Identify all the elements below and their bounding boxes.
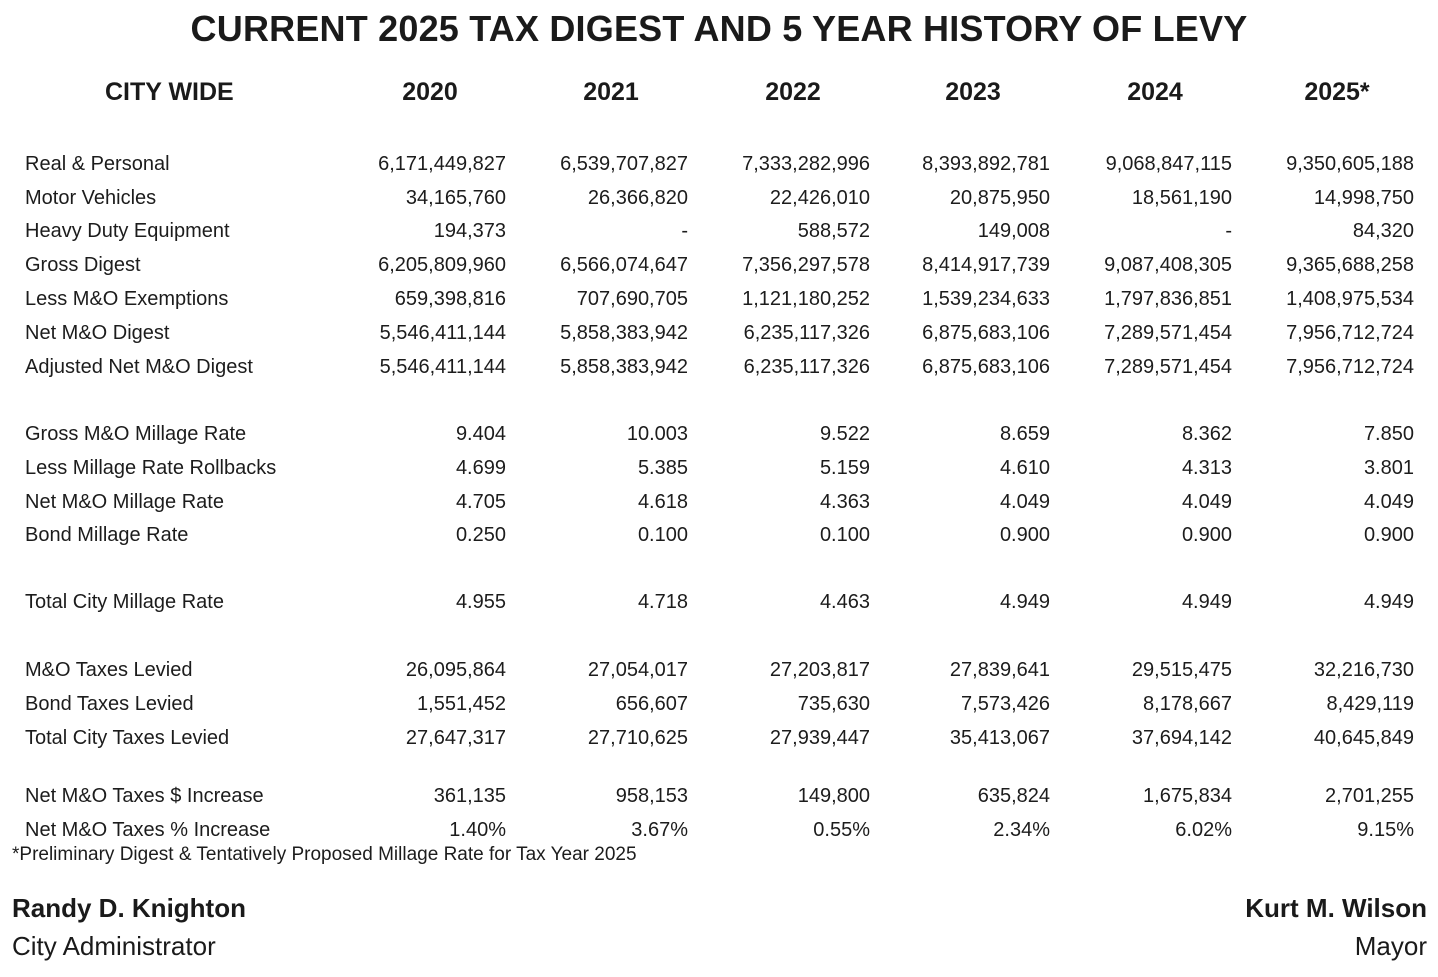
table-cell: 0.900 bbox=[1363, 524, 1414, 546]
table-cell: 32,216,730 bbox=[1313, 659, 1414, 681]
row-label: M&O Taxes Levied bbox=[25, 659, 193, 681]
table-cell: 361,135 bbox=[433, 785, 506, 807]
table-row bbox=[0, 725, 1438, 751]
row-label: Net M&O Millage Rate bbox=[25, 491, 224, 513]
table-cell: 18,561,190 bbox=[1131, 187, 1232, 209]
table-cell: 27,839,641 bbox=[949, 659, 1050, 681]
row-label: Total City Millage Rate bbox=[25, 591, 224, 613]
table-cell: 4.363 bbox=[819, 491, 870, 513]
table-cell: 2.34% bbox=[993, 819, 1050, 841]
table-row bbox=[0, 218, 1438, 244]
table-cell: 1,408,975,534 bbox=[1286, 288, 1414, 310]
table-cell: 656,607 bbox=[615, 693, 688, 715]
table-row bbox=[0, 286, 1438, 312]
table-cell: 9,068,847,115 bbox=[1105, 153, 1232, 175]
table-cell: 5,546,411,144 bbox=[379, 356, 506, 378]
row-label: Net M&O Taxes $ Increase bbox=[25, 785, 264, 807]
table-cell: 588,572 bbox=[797, 220, 870, 242]
signature-left-title: City Administrator bbox=[12, 931, 216, 961]
row-label: Bond Taxes Levied bbox=[25, 693, 194, 715]
row-label: Total City Taxes Levied bbox=[25, 727, 230, 749]
table-cell: 6,235,117,326 bbox=[743, 356, 870, 378]
year-header: 2021 bbox=[583, 78, 639, 106]
table-row bbox=[0, 151, 1438, 177]
signature-right-title: Mayor bbox=[1354, 931, 1427, 961]
table-cell: 1,675,834 bbox=[1143, 785, 1232, 807]
table-cell: 4.949 bbox=[999, 591, 1050, 613]
page-title: CURRENT 2025 TAX DIGEST AND 5 YEAR HISTORY OF LEVY bbox=[190, 8, 1248, 49]
table-cell: 4.618 bbox=[637, 491, 688, 513]
table-cell: 5,858,383,942 bbox=[560, 322, 688, 344]
year-header: 2020 bbox=[402, 78, 458, 106]
table-header bbox=[0, 78, 1438, 110]
table-cell: 37,694,142 bbox=[1131, 727, 1232, 749]
table-cell: 27,054,017 bbox=[587, 659, 688, 681]
table-cell: 6,171,449,827 bbox=[378, 153, 506, 175]
table-cell: 6,875,683,106 bbox=[922, 322, 1050, 344]
table-cell: 34,165,760 bbox=[405, 187, 506, 209]
row-label: Adjusted Net M&O Digest bbox=[25, 356, 253, 378]
signature-left-name: Randy D. Knighton bbox=[12, 893, 246, 923]
table-cell: 735,630 bbox=[797, 693, 870, 715]
table-cell: 9.15% bbox=[1357, 819, 1414, 841]
row-label: Real & Personal bbox=[25, 153, 170, 175]
year-header: 2025* bbox=[1304, 78, 1370, 106]
table-cell: 6,566,074,647 bbox=[560, 254, 688, 276]
table-row bbox=[0, 185, 1438, 211]
row-label: Heavy Duty Equipment bbox=[25, 220, 230, 242]
table-cell: 0.100 bbox=[819, 524, 870, 546]
table-cell: 22,426,010 bbox=[769, 187, 870, 209]
table-cell: 27,939,447 bbox=[769, 727, 870, 749]
table-cell: 0.55% bbox=[813, 819, 870, 841]
table-cell: 6,875,683,106 bbox=[922, 356, 1050, 378]
table-cell: 7,333,282,996 bbox=[742, 153, 870, 175]
table-cell: 26,366,820 bbox=[587, 187, 688, 209]
table-cell: 10.003 bbox=[626, 423, 688, 445]
row-label: Gross M&O Millage Rate bbox=[25, 423, 247, 445]
table-cell: 14,998,750 bbox=[1313, 187, 1414, 209]
table-row bbox=[0, 320, 1438, 346]
table-cell: 27,710,625 bbox=[587, 727, 688, 749]
row-label: Net M&O Digest bbox=[25, 322, 170, 344]
table-row bbox=[0, 252, 1438, 278]
table-cell: 8.362 bbox=[1181, 423, 1232, 445]
table-row bbox=[0, 589, 1438, 615]
table-row bbox=[0, 354, 1438, 380]
table-cell: 9,365,688,258 bbox=[1286, 254, 1414, 276]
table-cell: 9.522 bbox=[819, 423, 870, 445]
table-cell: 1,121,180,252 bbox=[742, 288, 870, 310]
footnote: *Preliminary Digest & Tentatively Proposed Millage Rate for Tax Year 2025 bbox=[12, 844, 637, 865]
table-row bbox=[0, 783, 1438, 809]
table-cell: 84,320 bbox=[1352, 220, 1414, 242]
table-cell: 4.049 bbox=[999, 491, 1050, 513]
table-cell: 149,008 bbox=[977, 220, 1050, 242]
table-row bbox=[0, 657, 1438, 683]
table-cell: 9,087,408,305 bbox=[1104, 254, 1232, 276]
table-cell: 8.659 bbox=[999, 423, 1050, 445]
table-cell: 4.049 bbox=[1363, 491, 1414, 513]
table-cell: 40,645,849 bbox=[1313, 727, 1414, 749]
table-cell: 6,235,117,326 bbox=[743, 322, 870, 344]
table-cell: 1.40% bbox=[449, 819, 506, 841]
table-cell: 8,429,119 bbox=[1326, 693, 1414, 715]
table-cell: 0.250 bbox=[455, 524, 506, 546]
table-cell: 7,956,712,724 bbox=[1286, 322, 1414, 344]
table-cell: 635,824 bbox=[977, 785, 1050, 807]
table-cell: 5,858,383,942 bbox=[560, 356, 688, 378]
table-cell: 1,797,836,851 bbox=[1104, 288, 1232, 310]
table-cell: 3.801 bbox=[1363, 457, 1414, 479]
table-cell: 4.949 bbox=[1181, 591, 1232, 613]
table-cell: 7,289,571,454 bbox=[1104, 356, 1232, 378]
table-cell: 707,690,705 bbox=[576, 288, 688, 310]
table-cell: 4.949 bbox=[1363, 591, 1414, 613]
table-cell: 7,289,571,454 bbox=[1104, 322, 1232, 344]
table-cell: 1,551,452 bbox=[417, 693, 506, 715]
table-cell: 149,800 bbox=[797, 785, 870, 807]
table-cell: 20,875,950 bbox=[949, 187, 1050, 209]
table-row bbox=[0, 489, 1438, 515]
table-cell: 9,350,605,188 bbox=[1286, 153, 1414, 175]
table-cell: 0.900 bbox=[1181, 524, 1232, 546]
table-cell: 27,203,817 bbox=[769, 659, 870, 681]
table-cell: 1,539,234,633 bbox=[922, 288, 1050, 310]
table-cell: 659,398,816 bbox=[394, 288, 506, 310]
table-cell: 0.100 bbox=[637, 524, 688, 546]
table-cell: 5.385 bbox=[637, 457, 688, 479]
signature-right-name: Kurt M. Wilson bbox=[1245, 893, 1427, 923]
table-cell: 4.718 bbox=[637, 591, 688, 613]
table-cell: 4.049 bbox=[1181, 491, 1232, 513]
table-cell: - bbox=[1225, 220, 1232, 242]
table-row bbox=[0, 817, 1438, 843]
table-cell: 6.02% bbox=[1175, 819, 1232, 841]
row-label: Gross Digest bbox=[25, 254, 141, 276]
table-cell: 5.159 bbox=[819, 457, 870, 479]
table-cell: 3.67% bbox=[631, 819, 688, 841]
table-cell: 29,515,475 bbox=[1131, 659, 1232, 681]
table-cell: 4.313 bbox=[1181, 457, 1232, 479]
table-cell: 27,647,317 bbox=[405, 727, 506, 749]
table-cell: 6,539,707,827 bbox=[560, 153, 688, 175]
row-label: Motor Vehicles bbox=[25, 187, 157, 209]
table-cell: 4.699 bbox=[455, 457, 506, 479]
table-cell: 26,095,864 bbox=[405, 659, 506, 681]
table-cell: 8,414,917,739 bbox=[922, 254, 1050, 276]
header-label: CITY WIDE bbox=[105, 78, 234, 106]
table-cell: 2,701,255 bbox=[1325, 785, 1414, 807]
row-label: Net M&O Taxes % Increase bbox=[25, 819, 271, 841]
row-label: Bond Millage Rate bbox=[25, 524, 189, 546]
table-cell: - bbox=[681, 220, 688, 242]
table-cell: 7,573,426 bbox=[961, 693, 1050, 715]
year-header: 2023 bbox=[945, 78, 1001, 106]
year-header: 2024 bbox=[1127, 78, 1183, 106]
table-row bbox=[0, 421, 1438, 447]
table-cell: 7.850 bbox=[1363, 423, 1414, 445]
table-cell: 4.610 bbox=[999, 457, 1050, 479]
table-cell: 8,178,667 bbox=[1143, 693, 1232, 715]
table-cell: 7,956,712,724 bbox=[1286, 356, 1414, 378]
table-cell: 4.463 bbox=[819, 591, 870, 613]
table-cell: 958,153 bbox=[615, 785, 688, 807]
table-row bbox=[0, 455, 1438, 481]
table-row bbox=[0, 691, 1438, 717]
table-cell: 9.404 bbox=[455, 423, 506, 445]
table-cell: 4.955 bbox=[455, 591, 506, 613]
table-cell: 7,356,297,578 bbox=[742, 254, 870, 276]
table-cell: 0.900 bbox=[999, 524, 1050, 546]
table-cell: 4.705 bbox=[455, 491, 506, 513]
table-cell: 35,413,067 bbox=[949, 727, 1050, 749]
row-label: Less M&O Exemptions bbox=[25, 288, 229, 310]
table-cell: 6,205,809,960 bbox=[378, 254, 506, 276]
table-cell: 194,373 bbox=[433, 220, 506, 242]
table-cell: 8,393,892,781 bbox=[922, 153, 1050, 175]
row-label: Less Millage Rate Rollbacks bbox=[25, 457, 277, 479]
table-cell: 5,546,411,144 bbox=[379, 322, 506, 344]
table-row bbox=[0, 522, 1438, 548]
year-header: 2022 bbox=[765, 78, 821, 106]
